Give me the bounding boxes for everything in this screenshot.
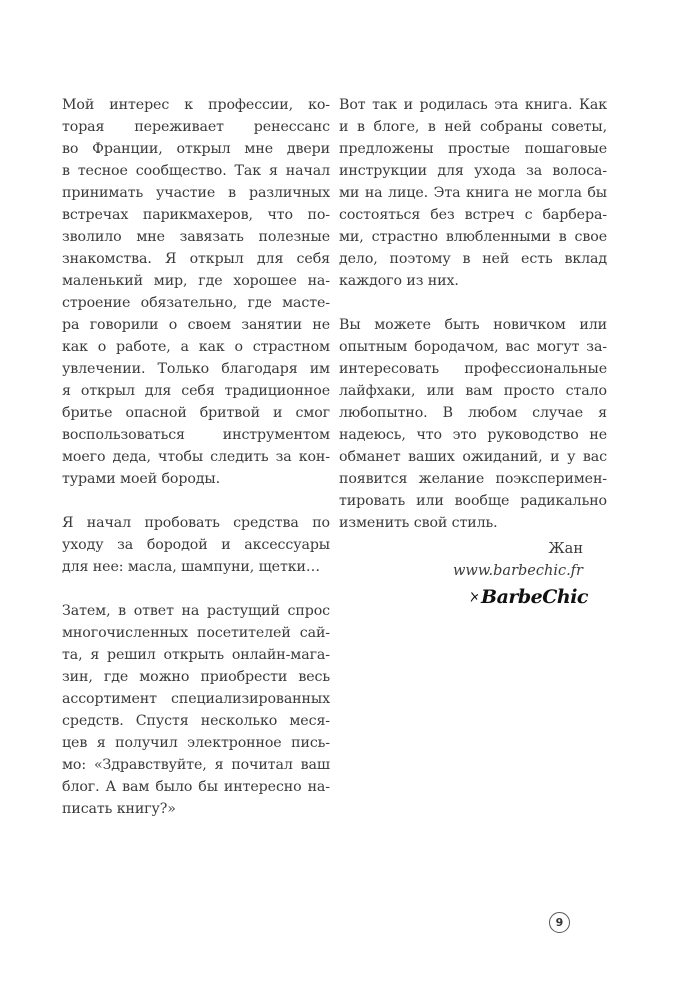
text-line: цев я получил электронное пись- [62,735,330,751]
text-line: интересовать профессиональные [339,361,607,377]
text-line: ми, страстно влюбленными в свое [339,229,607,245]
logo-text: BarbeChic [481,586,588,608]
text-line: мо: «Здравствуйте, я почитал ваш [62,757,330,773]
text-line: воспользоваться инструментом [62,427,330,443]
text-line: зволило мне завязать полезные [62,229,330,245]
text-line: тировать или вообще радикально [339,493,607,509]
text-line: предложены простые пошаговые [339,141,607,157]
text-line: состояться без встреч с барбера- [339,207,607,223]
text-line: появится желание поэксперимен- [339,471,607,487]
text-line: уходу за бородой и аксессуары [62,537,330,553]
author-name: Жан [548,541,583,557]
text-line: дело, поэтому в ней есть вклад [339,251,607,267]
text-line: блог. А вам было бы интересно на- [62,779,330,795]
text-line: моего деда, чтобы следить за кон- [62,449,330,465]
text-line: принимать участие в различных [62,185,330,201]
text-line: и в блоге, в ней собраны советы, [339,119,607,135]
paragraph [62,94,330,490]
text-line: лайфхаки, или вам просто стало [339,383,607,399]
paragraph [339,314,607,534]
text-line: ра говорили о своем занятии не [62,317,330,333]
text-line: опытным бородачом, вас могут за- [339,339,607,355]
text-line: как о работе, а как о страстном [62,339,330,355]
text-line: Мой интерес к профессии, ко- [62,97,330,113]
text-line: встречах парикмахеров, что по- [62,207,330,223]
text-line: ассортимент специализированных [62,691,330,707]
paragraph [62,512,330,578]
text-line: в тесное сообщество. Так я начал [62,163,330,179]
text-line: маленький мир, где хорошее на- [62,273,330,289]
text-line: каждого из них. [339,273,459,289]
text-line: Вот так и родилась эта книга. Как [339,97,607,113]
website-url: www.barbechic.fr [453,563,583,579]
text-line: знакомства. Я открыл для себя [62,251,330,267]
text-line: строение обязательно, где масте- [62,295,330,311]
text-line: надеюсь, что это руководство не [339,427,607,443]
paragraph [62,600,330,820]
text-line: зин, где можно приобрести весь [62,669,330,685]
text-line: торая переживает ренессанс [62,119,330,135]
text-line: Я начал пробовать средства по [62,515,330,531]
text-line: обманет ваших ожиданий, и у вас [339,449,607,465]
text-line: изменить свой стиль. [339,515,498,531]
text-line: для нее: масла, шампуни, щетки… [62,559,320,575]
text-line: во Франции, открыл мне двери [62,141,330,157]
page-number: 9 [549,912,570,933]
text-line: я открыл для себя традиционное [62,383,330,399]
right-column [339,94,607,556]
text-line: та, я решил открыть онлайн-мага- [62,647,330,663]
text-line: турами моей бороды. [62,471,221,487]
text-line: средств. Спустя несколько меся- [62,713,330,729]
razor-icon [470,586,481,608]
text-line: многочисленных посетителей сай- [62,625,330,641]
text-line: любопытно. В любом случае я [339,405,607,421]
paragraph [339,94,607,292]
text-line: инструкции для ухода за волоса- [339,163,607,179]
text-line: Затем, в ответ на растущий спрос [62,603,330,619]
text-line: Вы можете быть новичком или [339,317,607,333]
brand-logo [470,583,588,611]
signature [453,538,583,582]
text-line: увлечении. Только благодаря им [62,361,330,377]
text-line: бритье опасной бритвой и смог [62,405,330,421]
text-line: ми на лице. Эта книга не могла бы [339,185,607,201]
left-column [62,94,330,842]
text-line: писать книгу?» [62,801,176,817]
